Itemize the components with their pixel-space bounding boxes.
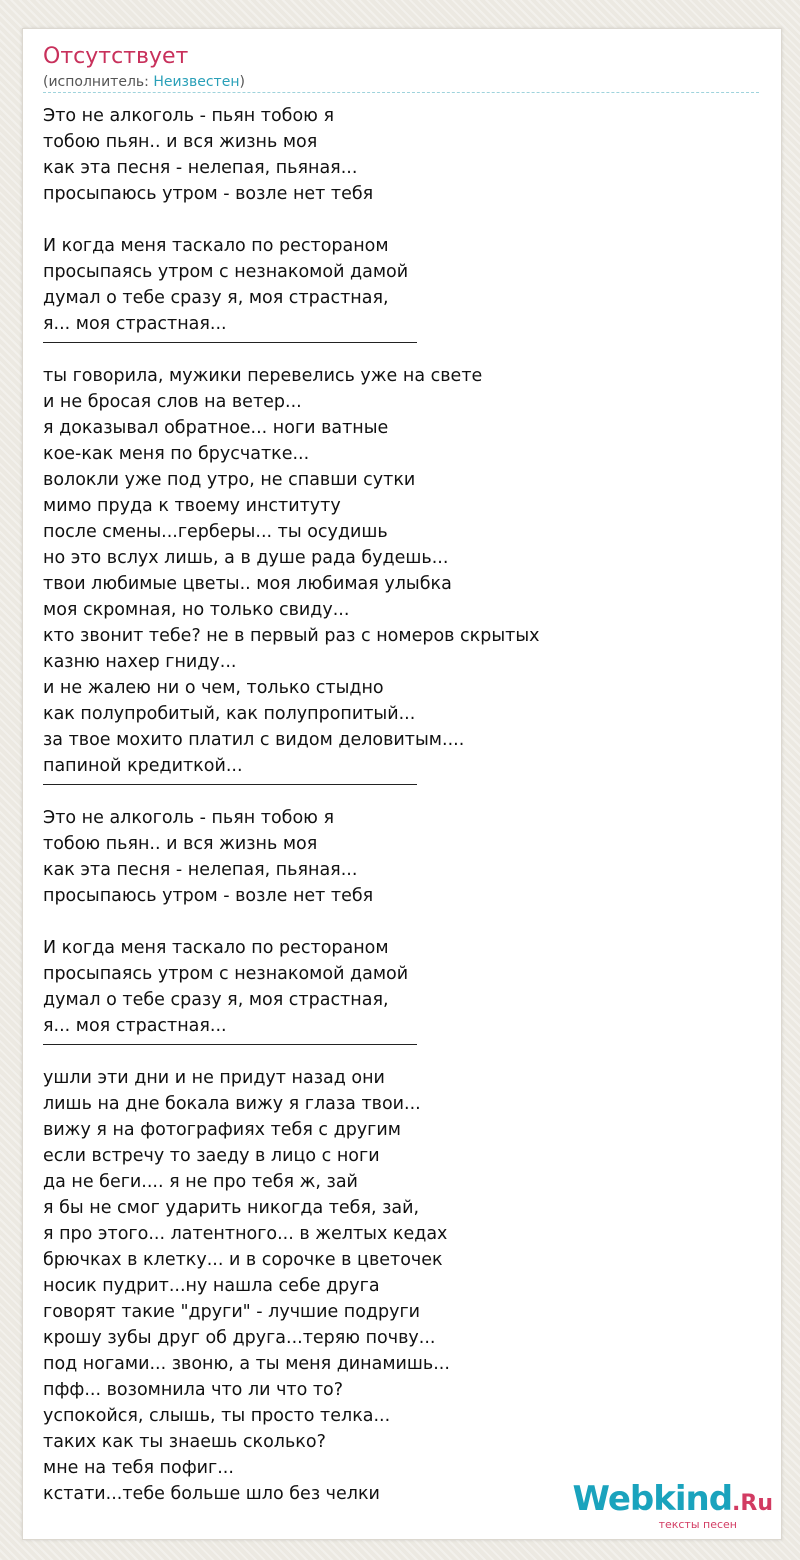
lyrics-line: я доказывал обратное... ноги ватные <box>43 418 389 438</box>
site-logo[interactable] <box>572 1479 773 1531</box>
lyrics-line: как полупробитый, как полупропитый... <box>43 704 416 724</box>
logo-wordmark <box>572 1479 773 1521</box>
lyrics-line: и не жалею ни о чем, только стыдно <box>43 678 384 698</box>
lyrics-line: я... моя страстная... <box>43 314 227 334</box>
artist-prefix: (исполнитель: <box>43 74 154 90</box>
lyrics-line: таких как ты знаешь сколько? <box>43 1432 326 1452</box>
song-title: Отсутствует <box>43 44 189 69</box>
lyrics-line: как эта песня - нелепая, пьяная... <box>43 860 358 880</box>
lyrics-line: говорят такие "други" - лучшие подруги <box>43 1302 421 1322</box>
lyrics-line: просыпаюсь утром - возле нет тебя <box>43 184 374 204</box>
lyrics-line: но это вслух лишь, а в душе рада будешь... <box>43 548 449 568</box>
lyrics-line: думал о тебе сразу я, моя страстная, <box>43 288 389 308</box>
logo-tagline: тексты песен <box>658 1518 737 1531</box>
artist-link[interactable]: Неизвестен <box>153 74 240 90</box>
lyrics-line: мимо пруда к твоему институту <box>43 496 341 516</box>
lyrics-line: кое-как меня по брусчатке... <box>43 444 310 464</box>
lyrics-line: Это не алкоголь - пьян тобою я <box>43 808 334 828</box>
lyrics-line: после смены...герберы... ты осудишь <box>43 522 388 542</box>
lyrics-line: я... моя страстная... <box>43 1016 227 1036</box>
lyrics-line: волокли уже под утро, не спавши сутки <box>43 470 416 490</box>
lyrics-separator <box>43 779 540 805</box>
lyrics-line: мне на тебя пофиг... <box>43 1458 234 1478</box>
artist-suffix: ) <box>239 74 245 90</box>
lyrics-line: просыпаюсь утром - возле нет тебя <box>43 886 374 906</box>
lyrics-line: тобою пьян.. и вся жизнь моя <box>43 834 318 854</box>
lyrics-line: кстати...тебе больше шло без челки <box>43 1484 380 1504</box>
lyrics-line: пфф... возомнила что ли что то? <box>43 1380 344 1400</box>
lyrics-line: Это не алкоголь - пьян тобою я <box>43 106 334 126</box>
separator-rule <box>43 1044 417 1045</box>
lyrics-line: думал о тебе сразу я, моя страстная, <box>43 990 389 1010</box>
lyrics-line: просыпаясь утром с незнакомой дамой <box>43 262 409 282</box>
lyrics-separator <box>43 1039 540 1065</box>
artist-line <box>43 73 245 91</box>
lyrics-line: за твое мохито платил с видом деловитым.... <box>43 730 465 750</box>
lyrics-blank-line <box>43 909 540 935</box>
lyrics-line: как эта песня - нелепая, пьяная... <box>43 158 358 178</box>
lyrics-line: папиной кредиткой... <box>43 756 243 776</box>
lyrics-line: ушли эти дни и не придут назад они <box>43 1068 385 1088</box>
lyrics-line: И когда меня таскало по ресторанoм <box>43 938 389 958</box>
lyrics-line: под ногами... звоню, а ты меня динамишь... <box>43 1354 450 1374</box>
lyrics-line: моя скромная, но только свиду... <box>43 600 350 620</box>
lyrics-line: я бы не смог ударить никогда тебя, зай, <box>43 1198 420 1218</box>
lyrics-line: успокойся, слышь, ты просто телка... <box>43 1406 391 1426</box>
lyrics-line: вижу я на фотографиях тебя с другим <box>43 1120 401 1140</box>
logo-name: Webkind <box>572 1479 733 1519</box>
separator-rule <box>43 784 417 785</box>
separator-rule <box>43 342 417 343</box>
lyrics-line: крошу зубы друг об друга...теряю почву... <box>43 1328 436 1348</box>
lyrics-line: носик пудрит...ну нашла себе друга <box>43 1276 380 1296</box>
header-divider <box>43 92 759 93</box>
lyrics-text <box>43 103 540 1507</box>
lyrics-line: казню нахер гниду... <box>43 652 237 672</box>
lyrics-line: я про этого... латентного... в желтых кедах <box>43 1224 448 1244</box>
lyrics-separator <box>43 337 540 363</box>
lyrics-line: и не бросая слов на ветер... <box>43 392 302 412</box>
logo-tld: .Ru <box>732 1491 773 1516</box>
lyrics-line: если встречу то заеду в лицо с ноги <box>43 1146 380 1166</box>
lyrics-line: тобою пьян.. и вся жизнь моя <box>43 132 318 152</box>
lyrics-line: И когда меня таскало по ресторанoм <box>43 236 389 256</box>
lyrics-line: кто звонит тебе? не в первый раз с номеров скрытых <box>43 626 540 646</box>
lyrics-blank-line <box>43 207 540 233</box>
lyrics-line: да не беги.... я не про тебя ж, зай <box>43 1172 358 1192</box>
lyrics-line: лишь на дне бокала вижу я глаза твои... <box>43 1094 421 1114</box>
lyrics-card <box>22 28 782 1540</box>
lyrics-line: ты говорила, мужики перевелись уже на свете <box>43 366 483 386</box>
lyrics-line: твои любимые цветы.. моя любимая улыбка <box>43 574 452 594</box>
lyrics-line: просыпаясь утром с незнакомой дамой <box>43 964 409 984</box>
lyrics-line: брючках в клетку... и в сорочке в цветочек <box>43 1250 443 1270</box>
